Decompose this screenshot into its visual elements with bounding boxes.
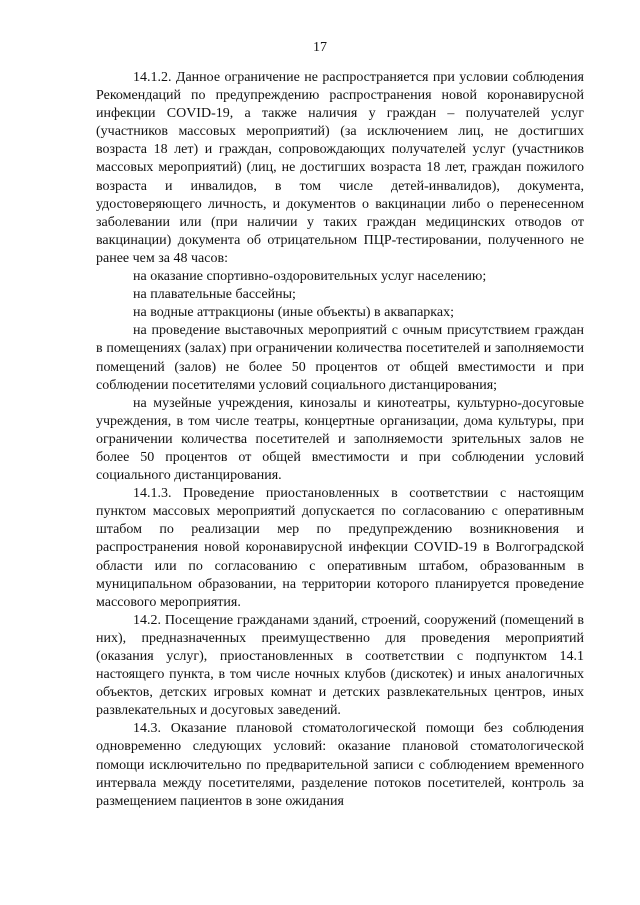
list-item-water-attractions: на водные аттракционы (иные объекты) в аквапарках; [133, 305, 454, 321]
paragraph-14-1-2: 14.1.2. Данное ограничение не распространяется при условии соблюдения Рекомендаций по предупреждению распространения новой коронавирусной инфекции COVID-19, а также наличия у граждан – получателей услуг (участников массовых мероприятий) (за исключением лиц, не достигших возраста 18 лет) и граждан, сопровождающих получателей услуг (участников массовых мероприятий) (лиц, не достигших возраста 18 лет, граждан пожилого возраста и инвалидов, в том числе детей-инвалидов), документа, удостоверяющего личность, и документов о вакцинации либо о перенесенном заболевании или (при наличии у таких граждан медицинских отводов от вакцинации) документа об отрицательном ПЦР-тестировании, полученного не ранее чем за 48 часов: [96, 70, 584, 266]
list-item-swimming-pools: на плавательные бассейны; [133, 287, 296, 303]
list-item-museums-cinemas: на музейные учреждения, кинозалы и кинотеатры, культурно-досуговые учреждения, в том числе театры, концертные организации, дома культуры, при ограничении количества посетителей и заполняемости зрительных залов не более 50 процентов от общей вместимости и при соблюдении условий социального дистанцирования. [96, 395, 584, 484]
paragraph-14-1-3: 14.1.3. Проведение приостановленных в соответствии с настоящим пунктом массовых мероприятий допускается по согласованию с оперативным штабом по реализации мер по предупреждению возникновения и распространения новой коронавирусной инфекции COVID-19 в Волгоградской области или по согласованию с оперативным штабом, образованным в муниципальном образовании, на территории которого планируется проведение массового мероприятия. [96, 486, 584, 610]
document-body [96, 69, 584, 811]
paragraph-14-3: 14.3. Оказание плановой стоматологической помощи без соблюдения одновременно следующих условий: оказание плановой стоматологической помощи исключительно по предварительной записи с соблюдением временного интервала между посетителями, разделение потоков посетителей, контроль за размещением пациентов в зоне ожидания [96, 721, 584, 809]
paragraph-14-2: 14.2. Посещение гражданами зданий, строений, сооружений (помещений в них), предназначенных преимущественно для проведения мероприятий (оказания услуг), приостановленных в соответствии с подпунктом 14.1 настоящего пункта, в том числе ночных клубов (дискотек) и иных аналогичных объектов, детских игровых комнат и детских развлекательных центров, иных развлекательных и досуговых заведений. [96, 612, 584, 719]
list-item-exhibitions: на проведение выставочных мероприятий с очным присутствием граждан в помещениях (залах) при ограничении количества посетителей и заполняемости помещений (залов) не более 50 процентов от общей вместимости и при соблюдении посетителями условий социального дистанцирования; [96, 323, 584, 393]
list-item-sports-services: на оказание спортивно-оздоровительных услуг населению; [133, 269, 487, 285]
page-number: 17 [313, 40, 327, 55]
